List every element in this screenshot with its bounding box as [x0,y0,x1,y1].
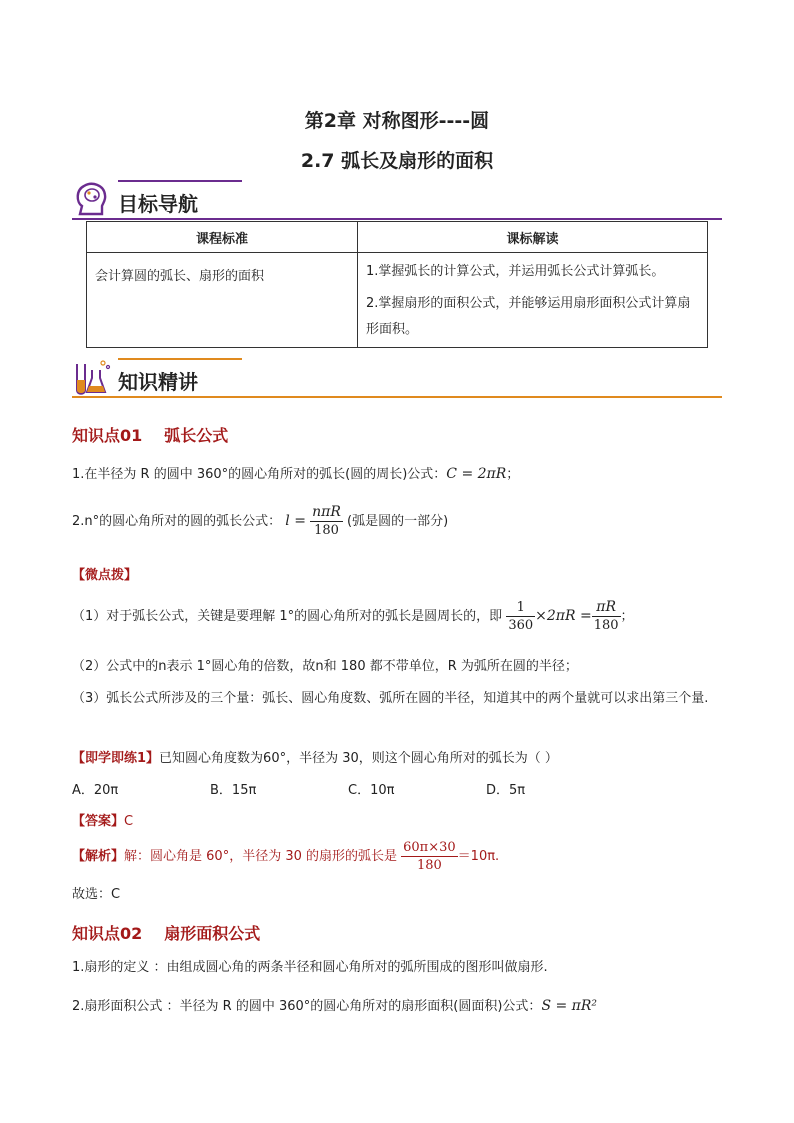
lab-flask-icon [72,358,112,398]
goals-bottom-rule [72,218,722,220]
kp1-line2 [72,504,722,539]
conclusion: 故选：C [72,887,121,902]
tip1-text: （1）对于弧长公式，关键是要理解 1°的圆心角所对的弧长是圆周长的，即 [72,609,503,624]
knowledge-top-rule [118,358,242,360]
goals-section-header [72,180,722,220]
tip1-mid: ×2πR = [535,608,592,624]
tip1 [72,599,722,634]
kp2-line1: 1.扇形的定义 ：由组成圆心角的两条半径和圆心角所对的弧所围成的图形叫做扇形. [72,960,548,975]
fraction-denominator: 180 [416,858,442,873]
practice-options [72,781,722,801]
kp1-number: 知识点01 [72,426,143,445]
section-title: 2.7 弧长及扇形的面积 [300,150,494,172]
option-d: D．5π [486,783,526,798]
knowledge-section-header [72,358,722,398]
arc-length-fraction [310,504,343,539]
table-cell-interpretation [358,253,708,348]
circumference-formula: C = 2πR [446,466,507,482]
goals-label: 目标导航 [118,192,198,216]
analysis [72,839,722,874]
kp2-line2 [72,996,722,1017]
analysis-text: 解：圆心角是 60°，半径为 30 的扇形的弧长是 [124,849,397,864]
interpretation-item: 2.掌握扇形的面积公式，并能够运用扇形面积公式计算扇形面积。 [366,296,691,337]
practice-label: 【即学即练1】 [72,751,160,766]
fraction-numerator: 1 [506,599,535,617]
table-row [87,253,708,348]
fraction-numerator: 60π×30 [403,840,456,855]
option-a: A．20π [72,783,119,798]
knowledge-label: 知识精讲 [118,370,198,394]
tip3: （3）弧长公式所涉及的三个量：弧长、圆心角度数、弧所在圆的半径，知道其中的两个量就可以求出第三个量. [72,691,709,706]
kp2-title: 扇形面积公式 [164,924,261,943]
fraction-numerator: πR [592,599,621,617]
kp1-heading [72,423,228,446]
arc-length-lhs: l = [285,513,306,529]
kp1-line1 [72,464,722,485]
tip-label: 【微点拨】 [72,568,138,583]
table-header-standard: 课程标准 [87,222,358,253]
circle-area-formula: S = πR² [541,998,598,1014]
fraction-denominator: 180 [593,618,619,633]
answer-value: C [124,814,134,829]
kp1-title: 弧长公式 [164,426,229,445]
fraction-denominator: 180 [314,523,339,538]
practice [72,749,722,769]
goals-table [86,221,708,348]
table-header-row [87,222,708,253]
brain-head-icon [72,180,112,220]
kp2-number: 知识点02 [72,924,143,943]
analysis-label: 【解析】 [72,849,125,864]
option-c: C．10π [348,783,395,798]
analysis-end: ＝10π. [457,849,500,864]
answer-label: 【答案】 [72,814,125,829]
kp1-line1-end: ； [506,467,520,482]
chapter-title: 第2章 对称图形----圆 [304,110,490,132]
kp2-line2-text: 2.扇形面积公式 ：半径为 R 的圆中 360°的圆心角所对的扇形面积(圆面积)公式： [72,999,542,1014]
table-header-interpretation: 课标解读 [358,222,708,253]
interpretation-item: 1.掌握弧长的计算公式，并运用弧长公式计算弧长。 [366,264,665,279]
analysis-fraction [401,839,458,874]
table-cell-standard: 会计算圆的弧长、扇形的面积 [87,253,358,348]
tip1-fraction-2 [592,599,621,634]
fraction-denominator: 360 [508,618,534,633]
kp2-heading [72,921,260,944]
tip1-fraction-1 [506,599,535,634]
tip1-end: ； [620,609,634,624]
answer [72,812,722,832]
kp1-line1-text: 1.在半径为 R 的圆中 360°的圆心角所对的弧长(圆的周长)公式： [72,467,447,482]
option-b: B．15π [210,783,257,798]
knowledge-bottom-rule [72,396,722,398]
tip2: （2）公式中的n表示 1°圆心角的倍数，故n和 180 都不带单位，R 为弧所在圆的半径； [72,659,578,674]
kp1-line2-end: (弧是圆的一部分) [347,514,449,529]
practice-text: 已知圆心角度数为60°，半径为 30，则这个圆心角所对的弧长为（ ） [159,751,558,766]
fraction-numerator: nπR [312,504,341,520]
goals-top-rule [118,180,242,182]
kp1-line2-text: 2.n°的圆心角所对的圆的弧长公式： [72,514,282,529]
